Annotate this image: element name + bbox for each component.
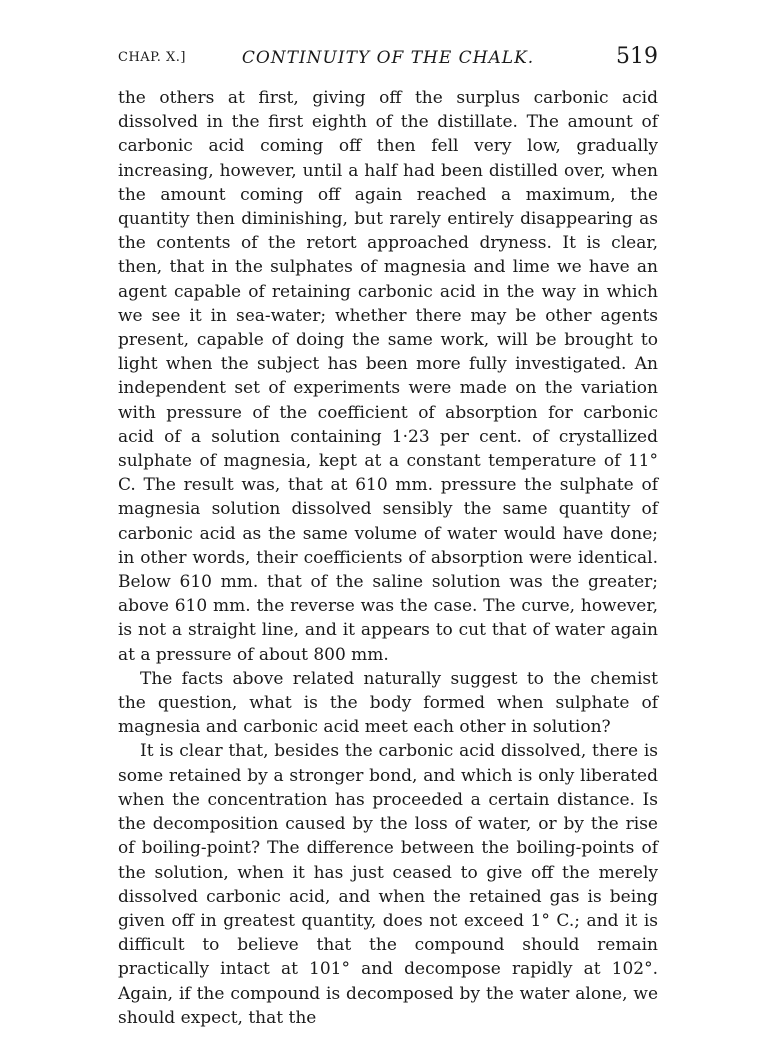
paragraph-discussion: It is clear that, besides the carbonic acid dissolved, there is some retained by a stronger bond, and which is only liberated when the concentration has proceeded a certain distance. Is the decomposition caused by the loss of water, or by the rise of boiling-point? The difference between the boiling-points of the solution, when it has just ceased to give off the merely dissolved carbonic acid, and when the retained gas is being given off in greatest quantity, does not exceed 1° C.; and it is difficult to believe that the compound should remain practically intact at 101° and decompose rapidly at 102°. Again, if the compound is decomposed by the water alone, we should expect, that the — [118, 741, 658, 1028]
body-text — [118, 86, 658, 1030]
page-title: CONTINUITY OF THE CHALK. — [241, 48, 535, 68]
running-head — [118, 44, 658, 74]
chapter-label: CHAP. X.] — [118, 50, 187, 65]
page-number: 519 — [616, 44, 658, 69]
paragraph-question: The facts above related naturally suggest to the chemist the question, what is the body formed when sulphate of magnesia and carbonic acid meet each other in solution? — [118, 668, 658, 738]
paragraph-continued: the others at first, giving off the surplus carbonic acid dissolved in the first eighth of the distillate. The amount of carbonic acid coming off then fell very low, gradually increasing, however, until a half had been distilled over, when the amount coming off again reached a maximum, the quantity then diminishing, but rarely entirely disappearing as the contents of the retort approached dryness. It is clear, then, that in the sulphates of magnesia and lime we have an agent capable of retaining carbonic acid in the way in which we see it in sea-water; whether there may be other agents present, capable of doing the same work, will be brought to light when the subject has been more fully investigated. An independent set of experiments were made on the variation with pressure of the coefficient of absorption for carbonic acid of a solution containing 1·23 per cent. of crystallized sulphate of magnesia, kept at a constant temperature of 11° C. The result was, that at 610 mm. pressure the sulphate of magnesia solution dissolved sensibly the same quantity of carbonic acid as the same volume of water would have done; in other words, their coefficients of absorption were identical. Below 610 mm. that of the saline solution was the greater; above 610 mm. the reverse was the case. The curve, however, is not a straight line, and it appears to cut that of water again at a pressure of about 800 mm. — [118, 88, 658, 665]
